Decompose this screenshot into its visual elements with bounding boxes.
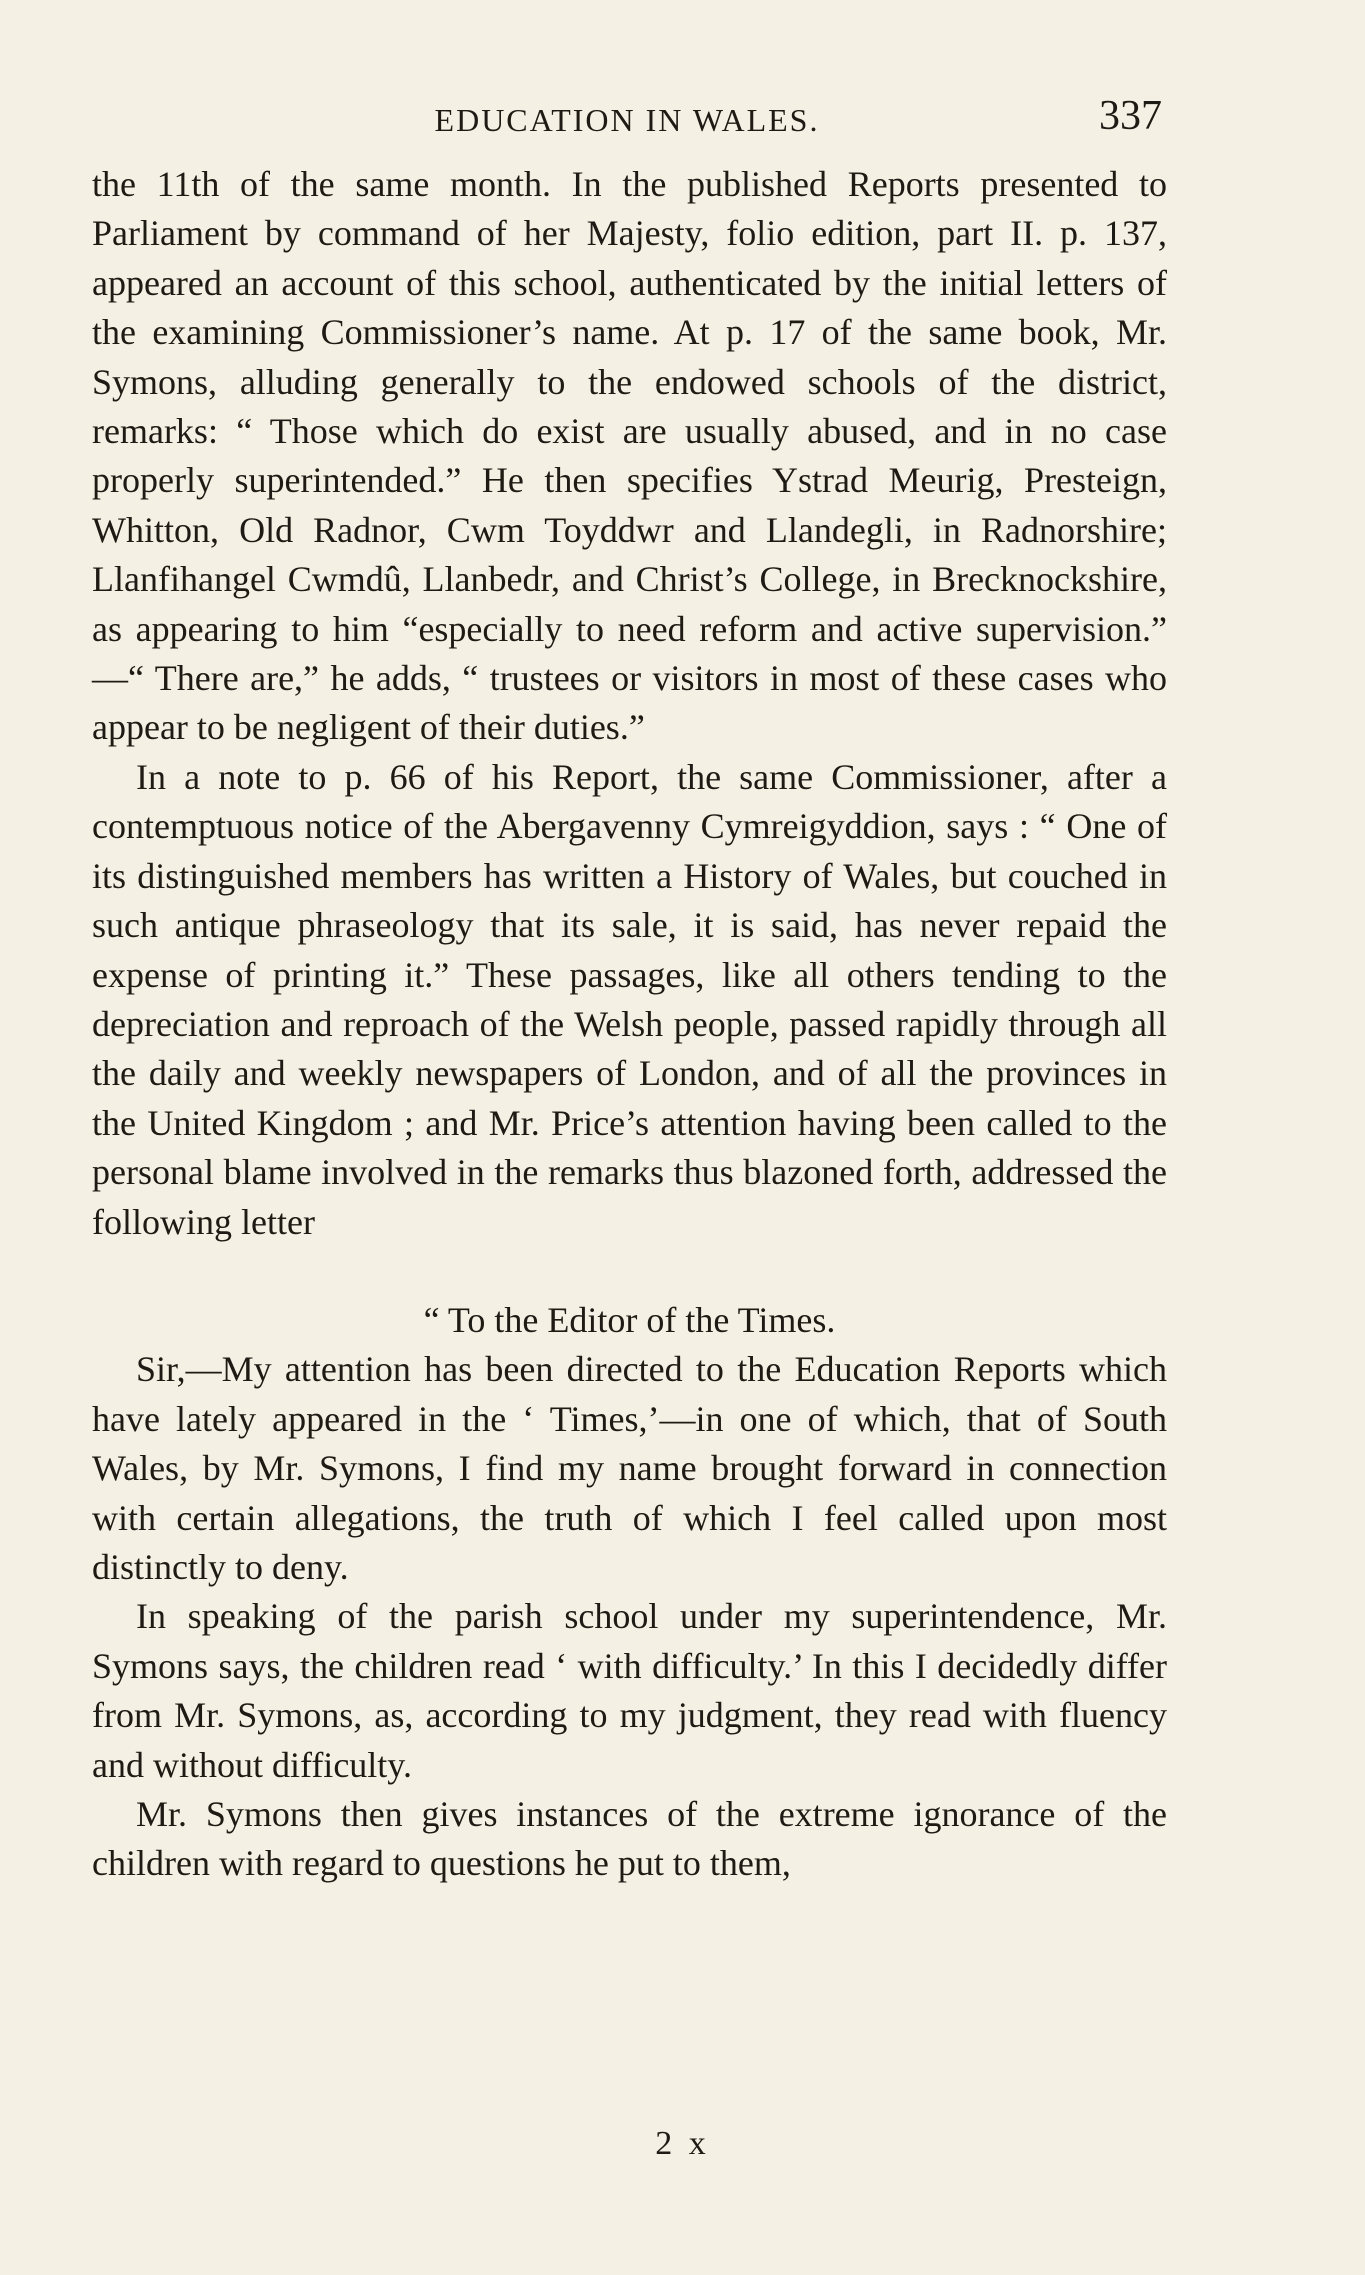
paragraph-1: the 11th of the same month. In the published Reports presented to Parliament by command of her Majesty, folio edition, part II. p. 137, appeared an account of this school, authenticated by the initial letters of the examining Commissioner’s name. At p. 17 of the same book, Mr. Symons, alluding generally to the endowed schools of the district, remarks: “ Those which do exist are usually abused, and in no case properly superintended.” He then specifies Ystrad Meurig, Presteign, Whitton, Old Radnor, Cwm Toyddwr and Llandegli, in Radnorshire; Llanfihangel Cwmdû, Llanbedr, and Christ’s College, in Brecknockshire, as appearing to him “especially to need reform and active supervision.” —“ There are,” he adds, “ trustees or visitors in most of these cases who appear to be negligent of their duties.” bbox=[92, 164, 1167, 748]
paragraph-3: Sir,—My attention has been directed to the Education Reports which have lately appeared in the ‘ Times,’—in one of which, that of South Wales, by Mr. Symons, I find my name brought forward in connection with certain allegations, the truth of which I feel called upon most distinctly to deny. bbox=[92, 1349, 1167, 1587]
running-title: EDUCATION IN WALES. bbox=[434, 102, 820, 138]
paragraph-2: In a note to p. 66 of his Report, the same Commissioner, after a contemptuous notice of the Abergavenny Cymreigyddion, says : “ One of its distinguished members has written a History of Wales, but couched in such antique phraseology that its sale, it is said, has never repaid the expense of printing it.” These passages, like all others tending to the depreciation and reproach of the Welsh people, passed rapidly through all the daily and weekly newspapers of London, and of all the provinces in the United Kingdom ; and Mr. Price’s attention having been called to the personal blame involved in the remarks thus blazoned forth, addressed the following letter bbox=[92, 756, 1167, 1242]
running-head bbox=[92, 92, 1162, 152]
letter-heading: “ To the Editor of the Times. bbox=[423, 1299, 836, 1340]
page-number: 337 bbox=[1099, 93, 1162, 139]
paragraph-5: Mr. Symons then gives instances of the extreme ignorance of the children with regard to questions he put to them, bbox=[92, 1794, 1167, 1884]
paragraph-4: In speaking of the parish school under my superintendence, Mr. Symons says, the children read ‘ with difficulty.’ In this I decidedly differ from Mr. Symons, as, according to my judgment, they read with fluency and without difficulty. bbox=[92, 1596, 1167, 1785]
body-text bbox=[92, 160, 1167, 1889]
signature-mark: 2 x bbox=[655, 2125, 710, 2162]
